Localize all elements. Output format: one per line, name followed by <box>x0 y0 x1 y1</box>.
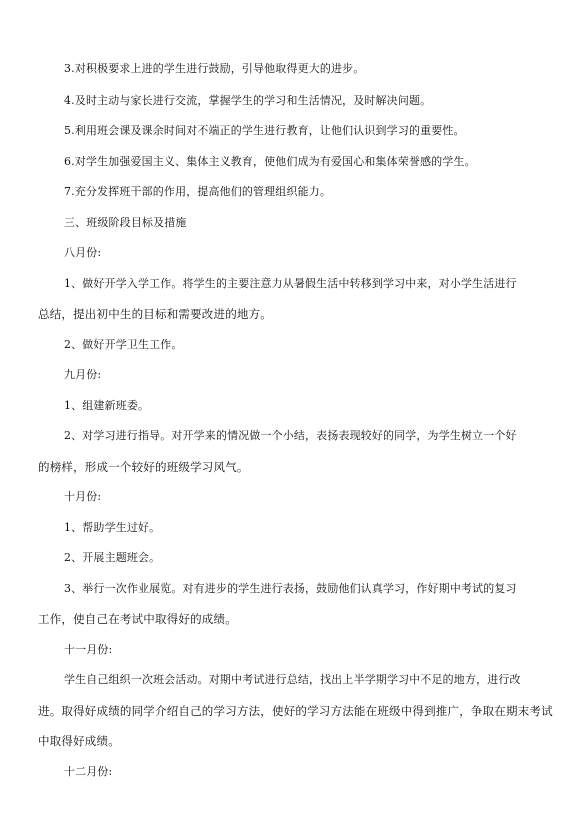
paragraph-item-3: 3.对积极要求上进的学生进行鼓励，引导他取得更大的进步。 <box>64 62 365 75</box>
november-paragraph-line-1: 学生自己组织一次班会活动。对期中考试进行总结，找出上半学期学习中不足的地方，进行改 <box>64 673 521 686</box>
october-item-1: 1、帮助学生过好。 <box>64 521 161 534</box>
september-item-2-line-2: 的榜样，形成一个较好的班级学习风气。 <box>38 460 249 474</box>
august-item-1-line-2: 总结，提出初中生的目标和需要改进的地方。 <box>38 307 272 321</box>
paragraph-item-6: 6.对学生加强爱国主义、集体主义教育，使他们成为有爱国心和集体荣誉感的学生。 <box>64 155 476 168</box>
paragraph-item-7: 7.充分发挥班干部的作用，提高他们的管理组织能力。 <box>64 185 331 198</box>
month-heading-october: 十月份: <box>64 490 102 503</box>
september-item-2-line-1: 2、对学习进行指导。对开学来的情况做一个小结，表扬表现较好的同学，为学生树立一个好 <box>64 429 517 442</box>
month-heading-september: 九月份: <box>64 368 102 381</box>
november-paragraph-line-3: 中取得好成绩。 <box>38 734 120 748</box>
august-item-2: 2、做好开学卫生工作。 <box>64 338 183 351</box>
october-item-3-line-1: 3、举行一次作业展览。对有进步的学生进行表扬，鼓励他们认真学习，作好期中考试的复习 <box>64 582 517 595</box>
month-heading-august: 八月份: <box>64 246 102 259</box>
september-item-1: 1、组建新班委。 <box>64 399 150 412</box>
paragraph-item-4: 4.及时主动与家长进行交流，掌握学生的学习和生活情况，及时解决问题。 <box>64 94 432 107</box>
paragraph-item-5: 5.利用班会课及课余时间对不端正的学生进行教育，让他们认识到学习的重要性。 <box>64 124 465 137</box>
october-item-3-line-2: 工作，使自己在考试中取得好的成绩。 <box>38 612 237 626</box>
section-heading: 三、班级阶段目标及措施 <box>64 216 187 229</box>
november-paragraph-line-2: 进。取得好成绩的同学介绍自己的学习方法，使好的学习方法能在班级中得到推广，争取在期末考试 <box>38 704 553 718</box>
month-heading-december: 十二月份: <box>64 765 113 778</box>
august-item-1-line-1: 1、做好开学入学工作。将学生的主要注意力从暑假生活中转移到学习中来，对小学生活进行 <box>64 277 517 290</box>
month-heading-november: 十一月份: <box>64 643 113 656</box>
october-item-2: 2、开展主题班会。 <box>64 551 161 564</box>
